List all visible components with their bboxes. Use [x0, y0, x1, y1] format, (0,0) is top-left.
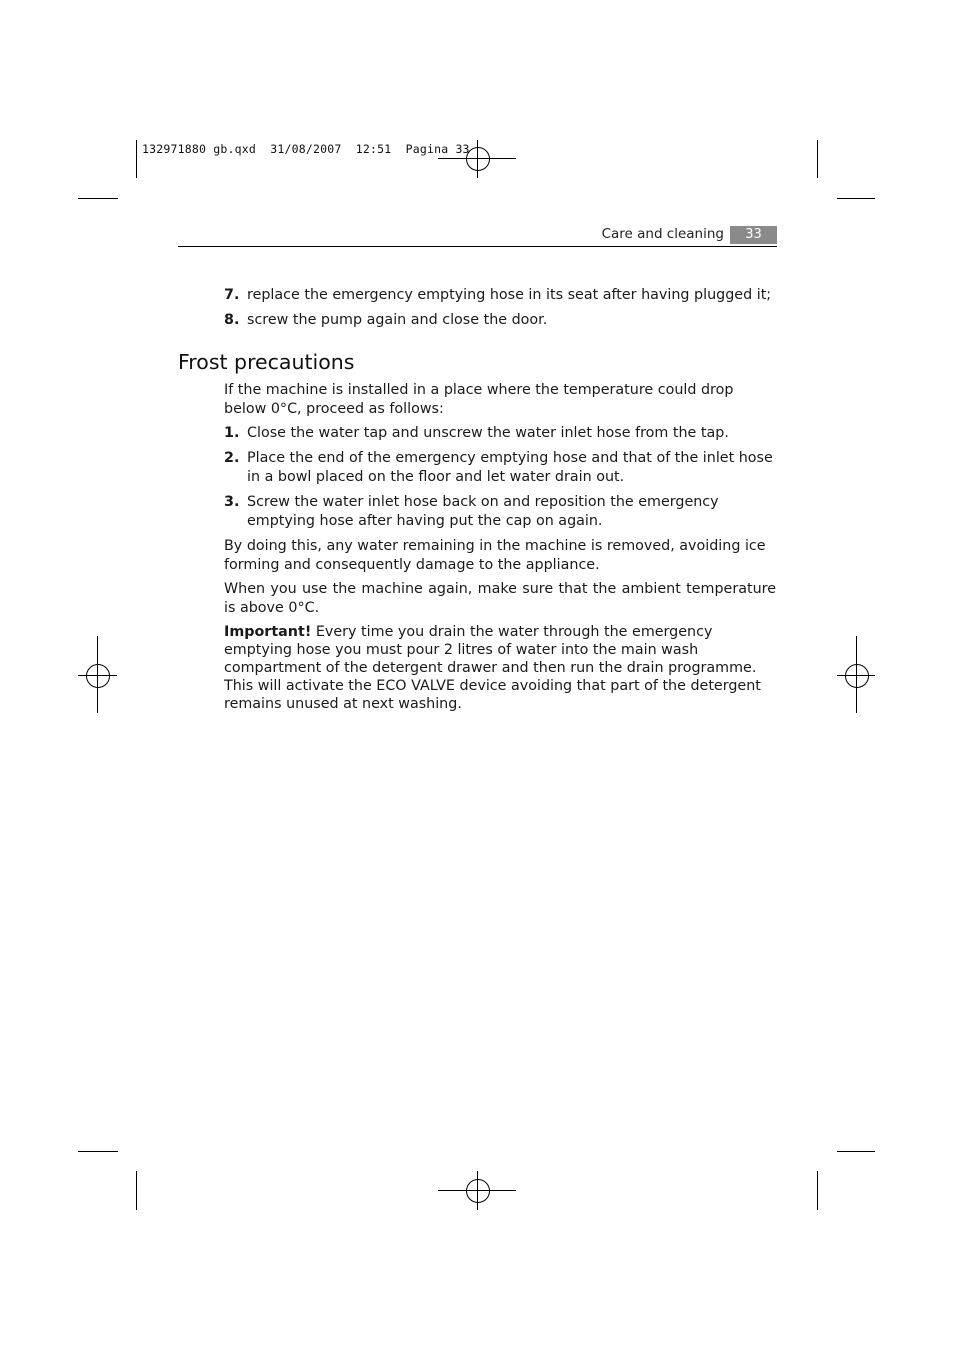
reuse-paragraph: When you use the machine again, make sure that the ambient temperature is above 0°C. — [224, 581, 776, 616]
frost-section-body — [224, 381, 776, 718]
step-text: Close the water tap and unscrew the water inlet hose from the tap. — [247, 425, 729, 441]
important-label: Important! — [224, 624, 312, 640]
running-header-section: Care and cleaning — [601, 226, 724, 242]
important-text: Every time you drain the water through the emergency emptying hose you must pour 2 litres of water into the main wash compartment of the detergent drawer and then run the drain programme. This will activate the ECO VALVE device avoiding that part of the detergent remains unused at next washing. — [224, 624, 761, 712]
continued-steps — [224, 286, 776, 336]
step-number: 1. — [224, 425, 240, 441]
crop-mark — [837, 198, 875, 199]
step-item — [224, 449, 776, 487]
intro-paragraph: If the machine is installed in a place where the temperature could drop below 0°C, proceed as follows: — [224, 382, 734, 417]
registration-circle — [845, 664, 869, 688]
result-paragraph: By doing this, any water remaining in the machine is removed, avoiding ice forming and consequently damage to the appliance. — [224, 538, 766, 573]
header-rule — [178, 246, 777, 247]
crop-mark — [78, 1151, 118, 1152]
step-item — [224, 424, 776, 443]
step-item — [224, 286, 776, 305]
step-text: screw the pump again and close the door. — [247, 312, 548, 328]
crop-mark — [817, 1171, 818, 1210]
crop-mark — [78, 198, 118, 199]
crop-mark — [817, 140, 818, 178]
step-item — [224, 493, 776, 531]
step-number: 3. — [224, 494, 240, 510]
crop-mark — [837, 1151, 875, 1152]
crop-mark — [136, 140, 137, 178]
important-note — [224, 623, 776, 713]
step-item — [224, 311, 776, 330]
page-number-badge: 33 — [730, 226, 777, 244]
step-text: replace the emergency emptying hose in its seat after having plugged it; — [247, 287, 772, 303]
step-text: Place the end of the emergency emptying hose and that of the inlet hose in a bowl placed on the floor and let water drain out. — [247, 450, 773, 485]
crop-mark — [136, 1171, 137, 1210]
step-number: 7. — [224, 287, 240, 303]
print-slug: 132971880 gb.qxd 31/08/2007 12:51 Pagina 33 — [142, 142, 470, 156]
registration-circle — [466, 1179, 490, 1203]
registration-circle — [86, 664, 110, 688]
step-text: Screw the water inlet hose back on and reposition the emergency emptying hose after having put the cap on again. — [247, 494, 719, 529]
step-number: 2. — [224, 450, 240, 466]
step-number: 8. — [224, 312, 240, 328]
section-heading: Frost precautions — [178, 350, 355, 374]
